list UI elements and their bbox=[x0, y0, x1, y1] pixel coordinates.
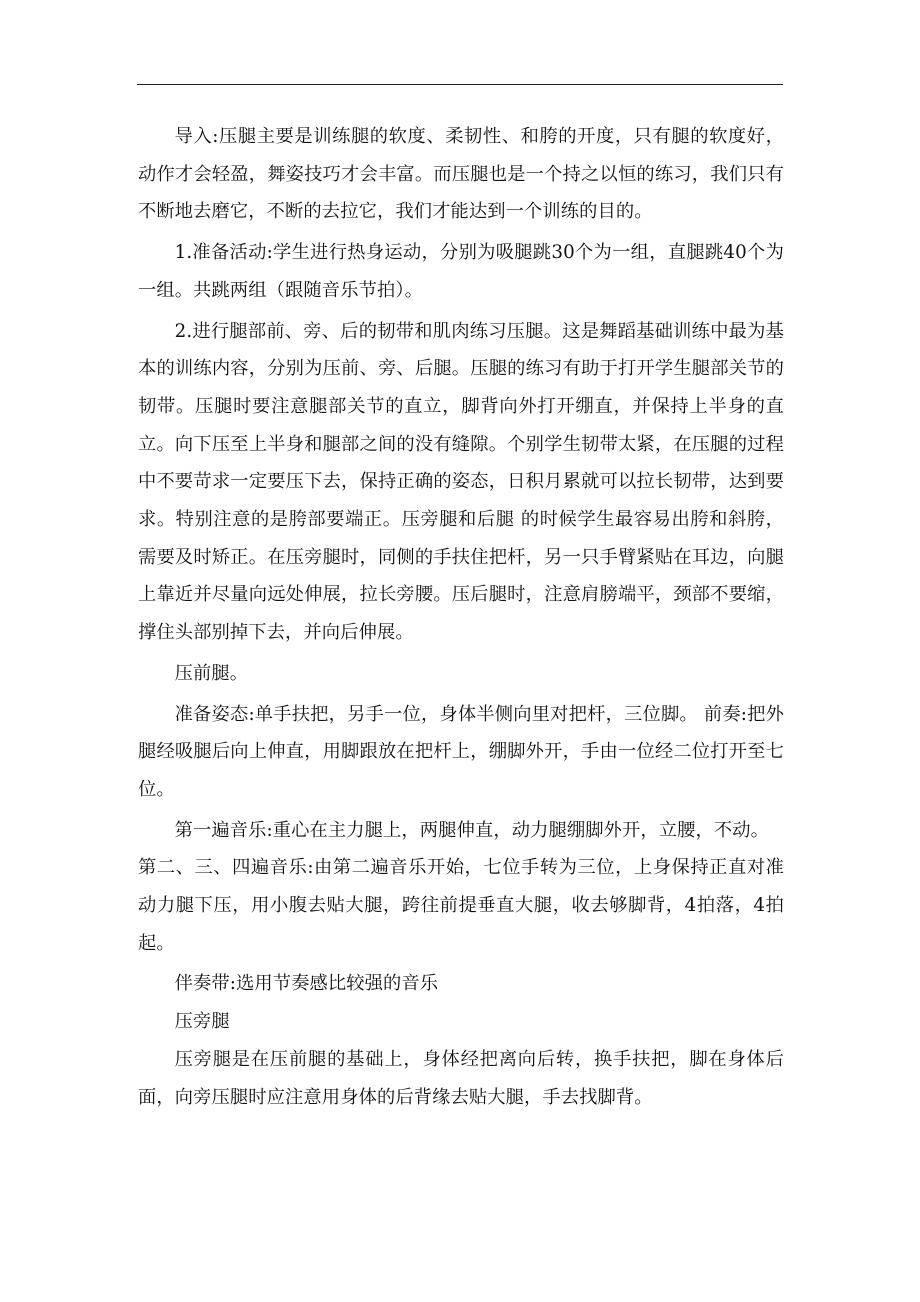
paragraph-intro: 导入:压腿主要是训练腿的软度、柔韧性、和胯的开度，只有腿的软度好，动作才会轻盈，舞姿技巧才会丰富。而压腿也是一个持之以恒的练习，我们只有不断地去磨它，不断的去拉它，我们才能达到一个训练的目的。 bbox=[138, 126, 784, 223]
document-body bbox=[138, 118, 784, 1119]
paragraph-accompaniment: 伴奏带:选用节奏感比较强的音乐 bbox=[174, 973, 439, 995]
paragraph-leg-press: 2.进行腿部前、旁、后的韧带和肌肉练习压腿。这是舞蹈基础训练中最为基本的训练内容，分别为压前、旁、后腿。压腿的练习有助于打开学生腿部关节的韧带。压腿时要注意腿部关节的直立，脚背向外打开绷直，并保持上半身的直立。向下压至上半身和腿部之间的没有缝隙。个别学生韧带太紧，在压腿的过程中不要苛求一定要压下去，保持正确的姿态，日积月累就可以拉长韧带，达到要求。特别注意的是胯部要端正。压旁腿和后腿 的时候学生最容易出胯和斜胯，需要及时矫正。在压旁腿时，同侧的手扶住把杆，另一只手臂紧贴在耳边，向腿上靠近并尽量向远处伸展，拉长旁腰。压后腿时，注意肩膀端平，颈部不要缩，撑住头部别掉下去，并向后伸展。 bbox=[138, 320, 784, 644]
paragraph-later-music: 第二、三、四遍音乐:由第二遍音乐开始，七位手转为三位，上身保持正直对准动力腿下压，用小腹去贴大腿，跨往前提垂直大腿，收去够脚背，4拍落，4拍起。 bbox=[138, 857, 784, 954]
paragraph-side-leg-press: 压旁腿是在压前腿的基础上，身体经把离向后转，换手扶把，脚在身体后面，向旁压腿时应注意用身体的后背缘去贴大腿，手去找脚背。 bbox=[138, 1048, 784, 1108]
paragraph-first-music: 第一遍音乐:重心在主力腿上，两腿伸直，动力腿绷脚外开，立腰，不动。 bbox=[174, 819, 770, 841]
paragraph-warmup: 1.准备活动:学生进行热身运动，分别为吸腿跳30个为一组，直腿跳40个为一组。共跳两组（跟随音乐节拍）。 bbox=[138, 242, 784, 301]
heading-side-leg-press: 压旁腿 bbox=[174, 1011, 230, 1033]
paragraph-ready-posture: 准备姿态:单手扶把，另手一位，身体半侧向里对把杆，三位脚。 前奏:把外腿经吸腿后向上伸直，用脚跟放在把杆上，绷脚外开，手由一位经二位打开至七位。 bbox=[138, 703, 784, 800]
heading-front-leg-press: 压前腿。 bbox=[174, 662, 249, 684]
header-rule bbox=[137, 84, 783, 85]
